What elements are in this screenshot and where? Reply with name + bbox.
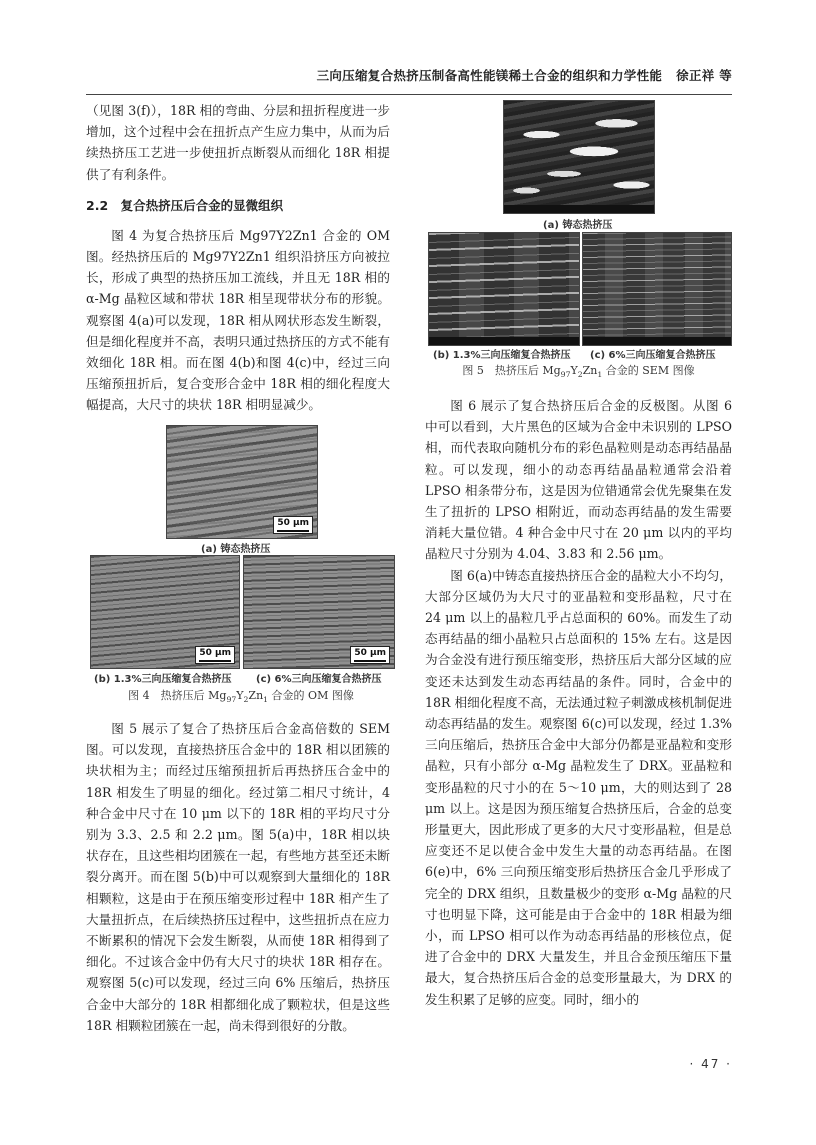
paragraph-fig5: 图 5 展示了复合了热挤压后合金高倍数的 SEM 图。可以发现，直接热挤压合金中的 18R 相以团簇的块状相为主；而经过压缩预扭折后再热挤压合金中的 18R 相发生了明显的细化。经过第二相尺寸统计，4 种合金中尺寸在 10 μm 以下的 18R 相的平均尺寸分别为 3.3、2.5 和 2.2 μm。图 5(a)中，18R 相以块状存在，且这些相均团簇在一起，有些地方甚至还未断裂分离开。而在图 5(b)中可以观察到大量细化的 18R 相颗粒，这是由于在预压缩变形过程中 18R 相产生了大量扭折点，在后续热挤压过程中，这些扭折点在应力不断累积的情况下会发生断裂，从而使 18R 相得到了细化。不过该合金中仍有大尺寸的块状 18R 相存在。观察图 5(c)可以发现，经过三向 6% 压缩后，热挤压合金中大部分的 18R 相都细化成了颗粒状，但是这些 18R 相颗粒团簇在一起，尚未得到很好的分散。 xyxy=(86,721,390,1033)
figure-4a-image xyxy=(166,425,318,539)
figure-5c-image xyxy=(582,232,732,346)
header-rule xyxy=(86,94,732,95)
figure-5c-label: (c) 6%三向压缩复合热挤压 xyxy=(590,350,716,361)
scale-bar: 50 μm xyxy=(195,646,235,664)
figure-5-caption: 图 5 热挤压后 $Mg_{97}Y_2Zn_1$ 合金的 SEM 图像 xyxy=(462,364,695,380)
figure-4a-label: (a) 铸态热挤压 xyxy=(201,544,271,555)
scale-bar: 50 μm xyxy=(273,516,313,534)
figure-5a-image xyxy=(503,100,655,214)
right-column xyxy=(425,395,732,1010)
figure-4c-image xyxy=(243,555,395,669)
paragraph-continuation: （见图 3(f)），18R 相的弯曲、分层和扭折程度进一步增加，这个过程中会在扭折点产生应力集中，从而为后续热挤压工艺进一步使扭折点断裂从而细化 18R 相提供了有利条件。 xyxy=(86,103,390,182)
page-number: · 47 · xyxy=(689,1057,732,1071)
figure-5 xyxy=(425,100,732,385)
left-column-bottom xyxy=(86,718,390,1036)
header-title: 三向压缩复合热挤压制备高性能镁稀土合金的组织和力学性能 xyxy=(316,68,663,83)
running-header xyxy=(86,66,732,84)
figure-5b-image xyxy=(428,232,580,346)
sem-info-bar xyxy=(429,337,580,345)
header-authors: 徐正祥 等 xyxy=(676,68,732,83)
paragraph-fig6a: 图 6(a)中铸态直接热挤压合金的晶粒大小不均匀，大部分区域仍为大尺寸的亚晶粒和变形晶粒，尺寸在 24 μm 以上的晶粒几乎占总面积的 60%。而发生了动态再结晶的细小晶粒只占总面积的 15% 左右。这是因为合金没有进行预压缩变形，热挤压后大部分区域的应变还未达到发生动态再结晶的条件。同时，合金中的 18R 相细化程度不高，无法通过粒子刺激成核机制促进动态再结晶的发生。观察图 6(c)可以发现，经过 1.3% 三向压缩后，热挤压合金中大部分仍都是亚晶粒和变形晶粒，只有小部分 α-Mg 晶粒发生了 DRX。亚晶粒和变形晶粒的尺寸小的在 5～10 μm，大的则达到了 28 μm 以上。这是因为预压缩复合热挤压后，合金的总变形量更大，因此形成了更多的大尺寸变形晶粒，但是总应变还不足以使合金中发生大量的动态再结晶。在图 6(e)中，6% 三向预压缩变形后热挤压合金几乎形成了完全的 DRX 组织，且数量极少的变形 α-Mg 晶粒的尺寸也明显下降，这可能是由于合金中的 18R 相最为细小，而 LPSO 相可以作为动态再结晶的形核位点，促进了合金中的 DRX 大量发生，并且合金预压缩压下量最大，复合热挤压后合金的总变形量最大，为 DRX 的发生积累了足够的应变。同时，细小的 xyxy=(425,567,732,1007)
figure-4b-image xyxy=(90,555,240,669)
figure-4b-label: (b) 1.3%三向压缩复合热挤压 xyxy=(94,674,232,685)
left-column-top xyxy=(86,100,390,416)
section-heading: 2.2 复合热挤压后合金的显微组织 xyxy=(86,197,284,213)
figure-4c-label: (c) 6%三向压缩复合热挤压 xyxy=(256,674,382,685)
figure-4 xyxy=(86,425,396,705)
sem-info-bar xyxy=(504,205,655,213)
figure-5a-label: (a) 铸态热挤压 xyxy=(543,220,613,231)
paragraph-fig6-intro: 图 6 展示了复合热挤压后合金的反极图。从图 6 中可以看到，大片黑色的区域为合金中未识别的 LPSO 相，而代表取向随机分布的彩色晶粒则是动态再结晶晶粒。可以发现，细小的动态再结晶晶粒通常会沿着 LPSO 相条带分布，这是因为位错通常会优先聚集在发生了扭折的 LPSO 相附近，而动态再结晶的发生需要消耗大量位错。4 种合金中尺寸在 20 μm 以内的平均晶粒尺寸分别为 4.04、3.83 和 2.56 μm。 xyxy=(425,398,732,562)
sem-info-bar xyxy=(583,337,732,345)
scale-bar: 50 μm xyxy=(350,646,390,664)
figure-5b-label: (b) 1.3%三向压缩复合热挤压 xyxy=(433,350,571,361)
paragraph-fig4-intro: 图 4 为复合热挤压后 Mg97Y2Zn1 合金的 OM 图。经热挤压后的 Mg97Y2Zn1 组织沿挤压方向被拉长，形成了典型的热挤压加工流线，并且无 18R 相的 α-Mg 晶粒区域和带状 18R 相呈现带状分布的形貌。观察图 4(a)可以发现，18R 相从网状形态发生断裂，但是细化程度并不高，表明只通过热挤压的方式不能有效细化 18R 相。而在图 4(b)和图 4(c)中，经过三向压缩预扭折后，复合变形合金中 18R 相的细化程度大幅提高，大尺寸的块状 18R 相明显减少。 xyxy=(86,227,390,413)
figure-4-caption: 图 4 热挤压后 $Mg_{97}Y_2Zn_1$ 合金的 OM 图像 xyxy=(128,689,354,705)
